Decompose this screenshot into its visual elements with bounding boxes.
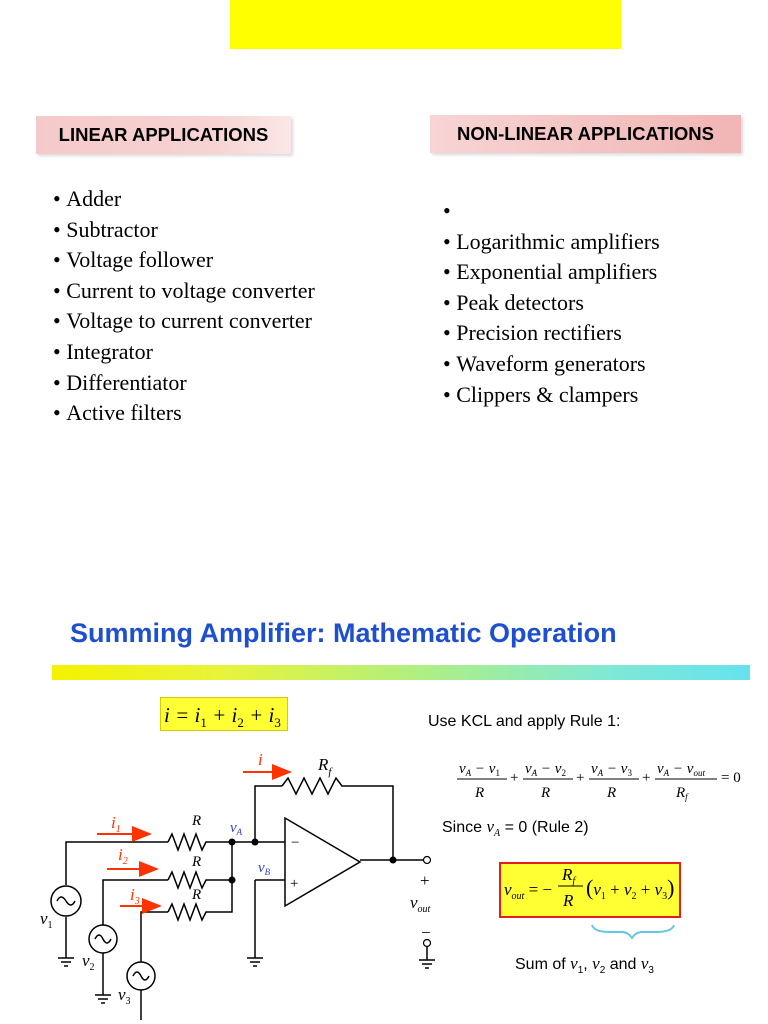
list-item: • Peak detectors: [443, 288, 660, 319]
resistor-rf: [282, 778, 348, 794]
list-item: • Integrator: [53, 337, 315, 368]
label-v2: $v_2$: [82, 951, 95, 973]
svg-text:R: R: [607, 785, 617, 801]
label-rf: $R_f$: [318, 755, 332, 778]
label-r2: R: [192, 854, 202, 870]
opamp-symbol: [285, 818, 360, 906]
label-v1: $v_1$: [40, 909, 53, 931]
sum-caption: Sum of $v_1$, $v_2$ and $v_3$: [515, 954, 654, 977]
list-item: • Clippers & clampers: [443, 380, 660, 411]
sum-brace: [592, 925, 674, 938]
svg-text:+: +: [576, 770, 585, 786]
label-vout: $v_{out}$: [410, 893, 431, 915]
list-item: • Current to voltage converter: [53, 276, 315, 307]
kcl-instruction: Use KCL and apply Rule 1:: [428, 713, 621, 730]
svg-text:+: +: [642, 770, 651, 786]
svg-text:R: R: [475, 785, 485, 801]
slide-title: Summing Amplifier: Mathematic Operation: [70, 618, 617, 648]
current-sum-equation: [164, 703, 281, 730]
svg-text:vA − v1: $v_A - v_1$: [459, 761, 500, 778]
label-output-minus: −: [421, 923, 431, 942]
since-statement: Since $v_A = 0$ (Rule 2): [442, 817, 589, 840]
label-i3: $i_3$: [130, 885, 140, 907]
output-voltage-equation: [504, 865, 674, 910]
resistor-r2: [168, 872, 210, 888]
label-vb: $v_B$: [258, 860, 271, 877]
list-item: • Logarithmic amplifiers: [443, 227, 660, 258]
list-item: • Adder: [53, 184, 315, 215]
label-r3: R: [192, 887, 202, 903]
svg-text:R: R: [563, 891, 574, 910]
source-v1: [51, 886, 81, 916]
linear-applications-heading: LINEAR APPLICATIONS: [36, 116, 291, 154]
source-v2: [89, 925, 117, 953]
svg-text:Rf: $R_f$: [676, 785, 688, 802]
opamp-minus-label: −: [291, 835, 300, 851]
output-terminal: [424, 857, 431, 864]
svg-text:= 0: = 0: [721, 770, 741, 786]
svg-text:vA − v2: $v_A - v_2$: [525, 761, 566, 778]
resistor-r1: [168, 834, 210, 850]
list-item: • Precision rectifiers: [443, 318, 660, 349]
svg-text:(v1 + v2 + v3): $(v_1 + v_2 + v_3)$: [586, 875, 675, 902]
label-va: $v_A$: [230, 820, 243, 837]
label-r1: R: [192, 813, 202, 829]
svg-text:Rf: $R_f$: [562, 865, 576, 887]
label-output-plus: +: [420, 871, 430, 890]
label-v3: $v_3$: [118, 985, 131, 1007]
list-item: • Subtractor: [53, 215, 315, 246]
resistor-r3: [168, 904, 210, 920]
label-i1: $i_1$: [111, 813, 121, 835]
label-i: i: [258, 750, 263, 769]
kcl-equation: [457, 761, 741, 802]
list-item: • Voltage follower: [53, 245, 315, 276]
label-i2: $i_2$: [118, 845, 128, 867]
opamp-plus-label: +: [290, 876, 299, 892]
svg-text:vA − v3: $v_A - v_3$: [591, 761, 632, 778]
list-item: • Waveform generators: [443, 349, 660, 380]
svg-text:vout = −: $v_{out}$ = −: [504, 880, 553, 902]
ground-symbols: [58, 946, 435, 1003]
source-v3: [127, 962, 155, 990]
svg-text:vA − vout: $v_A - v_{out}$: [657, 761, 705, 778]
list-item: • Differentiator: [53, 368, 315, 399]
svg-text:+: +: [510, 770, 519, 786]
nonlinear-applications-heading: NON-LINEAR APPLICATIONS: [430, 115, 741, 153]
svg-text:R: R: [541, 785, 551, 801]
list-item: • Active filters: [53, 398, 315, 429]
list-item: • Voltage to current converter: [53, 306, 315, 337]
list-item: • Exponential amplifiers: [443, 257, 660, 288]
svg-text:i = i1 + i2 + i3: $i = i_1 + i_2 + i_3$: [164, 703, 281, 730]
